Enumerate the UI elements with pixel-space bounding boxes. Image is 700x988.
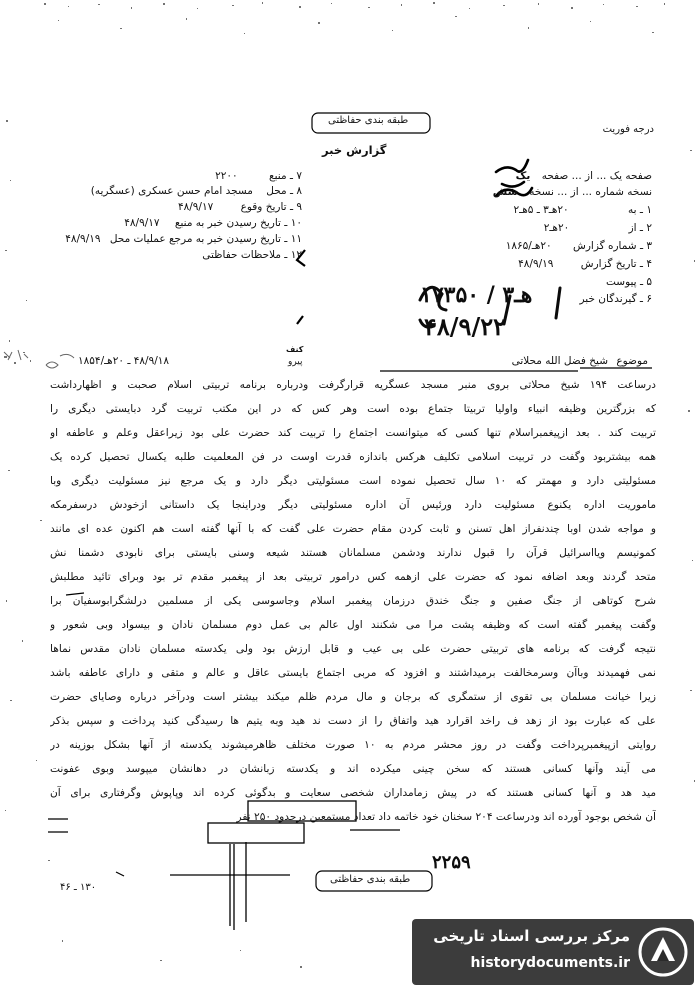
body-line: همه بیشتربود وگفت در تربیت اسلامی تکلیف هرکس باندازه قدرت اوست در فن المعلمیت طلبه یکسال تحصیل کرده یک	[50, 451, 656, 463]
subject-reference: ۴۸/۹/۱۸ ـ ۲۰هـ/۱۸۵۴	[78, 355, 170, 367]
field-label: ۱ ـ به	[628, 204, 652, 216]
field-report-date	[518, 258, 652, 270]
field-value: ۴۸/۹/۱۷	[177, 201, 214, 213]
body-line: نتیجه گرفت که برنامه های تربیتی حضرت علی بی عیب و قابل ارزش بود ولی یکدسته مسلمان نادان مقدس نماها	[50, 643, 656, 655]
field-received-date	[124, 217, 302, 229]
field-label: ۱۱ ـ تاریخ رسیدن خبر به مرجع عملیات محل	[109, 233, 302, 245]
body-line: کمونیسم ویااسرائیل قرآن را قبول ندارند ودشمن مسلمانان هستند شیعه وسنی بایستی برای نابودی دشمنا نش	[50, 547, 656, 559]
peiro-mark: کنف	[286, 345, 304, 354]
body-line: روایتی ازپیغمبرپرداخت وگفت در روز محشر مردم به ۱۰ صورت مختلف ظاهرمیشوند یکدسته از آنها بشکل بوزینه در	[50, 739, 656, 751]
peiro-label: پیرو	[288, 357, 303, 367]
field-to	[513, 204, 652, 216]
field-label: ۱۲ ـ ملاحظات حفاظتی	[202, 249, 302, 261]
field-label: ۶ ـ گیرندگان خبر	[579, 293, 652, 305]
watermark-url: historydocuments.ir	[470, 955, 630, 971]
body-line: و مواجه شدن اوبا چندنفراز اهل تسنن و ثابت کردن مقام حضرت علی گفت که با آنها گفته است هم اکنون عده ای مانند	[50, 523, 656, 535]
field-label: ۹ ـ تاریخ وقوع	[240, 201, 302, 213]
body-line: شرح کوتاهی از جنگ صفین و جنگ خندق درزمان پیغمبر اسلام وجاسوسی یکی از مسلمین درلشگرابوسفیان برا	[50, 595, 656, 607]
field-value: ۲۲۰۰	[215, 170, 238, 182]
body-line: علی که عبارت بود از زهد ف راخد اقرارد هید واتفاق را از دست ند هید وبه یتیم ها رسیدگی کنید پرداخت و سپس بذکر	[50, 715, 656, 727]
signature-number: ۲۲۵۹	[432, 852, 471, 873]
field-label: ۴ ـ تاریخ گزارش	[580, 258, 652, 270]
body-line: آن شخص بوجود آورده اند ودرساعت ۲۰۴ سخنان خود خاتمه داد تعداد مستمعین درحدود ۲۵۰ نفر	[236, 811, 656, 823]
watermark-banner	[412, 919, 694, 985]
field-page	[516, 170, 652, 182]
watermark-title: مرکز بررسی اسناد تاریخی	[433, 927, 630, 945]
field-label: ۸ ـ محل	[266, 185, 302, 197]
classification-stamp-bottom: طبقه بندی حفاظتی	[330, 874, 411, 885]
archive-logo-icon	[638, 927, 688, 977]
body-line: می آیند وآنها کسانی هستند که سخن چینی میکرده اند و یکدسته زبانشان در دهانشان میپوسد وبوی عفونت	[50, 763, 656, 775]
body-line: تربیت کند . بعد ازپیغمبراسلام تنها کسی که میتوانست اجتماع را تربیت کند حضرت علی بود زیراعقل وعلم و عاطفه او	[50, 427, 656, 439]
body-line: ماموریت اداره یکنوع مسئولیت دارد ورئیس آن اداره مسئولیتی دیگر ودراینجا یک داستانی ازخودش درسفرمکه	[50, 499, 656, 511]
field-value: ۲۰هـ۳ ـ ۵هـ۲	[513, 204, 569, 216]
field-value: یک	[515, 170, 531, 182]
body-line: مسئولیتی دارد و مهمتر که ۱۰ سال تحصیل نموده است مسئولیتی دیگر دارد و یک مرجع نیز مسئولیت دیگری وبا	[50, 475, 656, 487]
subject-label: موضوع	[616, 355, 648, 367]
field-label: ۷ ـ منبع	[269, 170, 302, 182]
field-value: ۴۸/۹/۱۹	[65, 233, 101, 245]
field-label: ۵ ـ پیوست	[605, 276, 652, 288]
field-value: ۴۸/۹/۱۷	[124, 217, 160, 229]
field-label: صفحه یک ... از ... صفحه	[541, 170, 652, 182]
classification-stamp-top: طبقه بندی حفاظتی	[328, 115, 409, 126]
field-event-date	[178, 201, 302, 213]
field-source	[215, 170, 302, 182]
field-location	[91, 185, 302, 197]
field-value: ۴۸/۹/۱۹	[518, 258, 554, 270]
body-line: متحد گردند وبعد اضافه نمود که حضرت علی ازهمه کس درامور تربیتی بعد از پیغمبر مقدم تر بود وبرای تائید مطلبش	[50, 571, 656, 583]
urgency-label: درجه فوریت	[602, 124, 654, 135]
field-ops-date	[65, 233, 302, 245]
body-line: مید هد و آنها کسانی هستند که در پیش زمامداران شخصی سعایت و بدگوئی کرده اند وپاپوش وگرفتاری برای آن	[50, 787, 656, 799]
field-label: ۱۰ ـ تاریخ رسیدن خبر به منبع	[174, 217, 302, 229]
field-label: نسخه شماره ... از ... نسخه	[529, 186, 652, 198]
field-from	[544, 222, 652, 234]
body-line: نمی فهمیدند وباآن وسرمخالفت برمیداشتند و افزود که مربی اجتماع بایستی عاقل و عالم و متقی و دارای عاطفه باشد	[50, 667, 656, 679]
handwritten-registration-date: ۴۸/۹/۲۲	[424, 312, 506, 341]
field-value: مسجد امام حسن عسکری (عسگریه)	[90, 185, 253, 197]
body-line: زیرا خیانت مسلمان بی تقوی از ستمگری که برجان و مال مردم ظلم میکند بیشتر است ودرآخر درباره وصایای حضرت	[50, 691, 656, 703]
field-attachment	[606, 276, 652, 288]
page-code: ۱۳۰ ـ ۴۶	[60, 882, 97, 893]
field-label: ۲ ـ از	[628, 222, 652, 234]
field-value: شش	[492, 186, 518, 198]
field-value: ۲۰هـ/۱۸۶۵	[505, 240, 552, 252]
report-title: گزارش خبر	[322, 143, 387, 157]
field-report-number	[506, 240, 652, 252]
body-line: وگفت پیغمبر گفته است که وظیفه پشت مرا می شکنند اول عالم بی عمل دوم مسلمان نادان و بیسواد وبی شعور و	[50, 619, 656, 631]
field-label: ۳ ـ شماره گزارش	[573, 240, 652, 252]
field-value: ۲۰هـ۲	[543, 222, 570, 234]
body-line: درساعت ۱۹۴ شیخ محلاتی بروی منبر مسجد عسگریه قرارگرفت ودرباره برنامه تربیتی اسلام صحبت و اظهارداشت	[50, 379, 656, 391]
field-recipients	[580, 293, 653, 305]
body-line: که بزرگترین وظیفه انبیاء واولیا تربیتا جتماع بوده است وهر کس که در این مکتب تربیت گرد دبایستی دیگری را	[50, 403, 656, 415]
subject-text: شیخ فضل الله محلاتی	[511, 355, 608, 367]
field-security-notes	[202, 249, 302, 261]
field-copy	[493, 186, 652, 198]
handwritten-registration-number: ۱۷۳۵۰ / ۳هـ	[420, 282, 533, 308]
